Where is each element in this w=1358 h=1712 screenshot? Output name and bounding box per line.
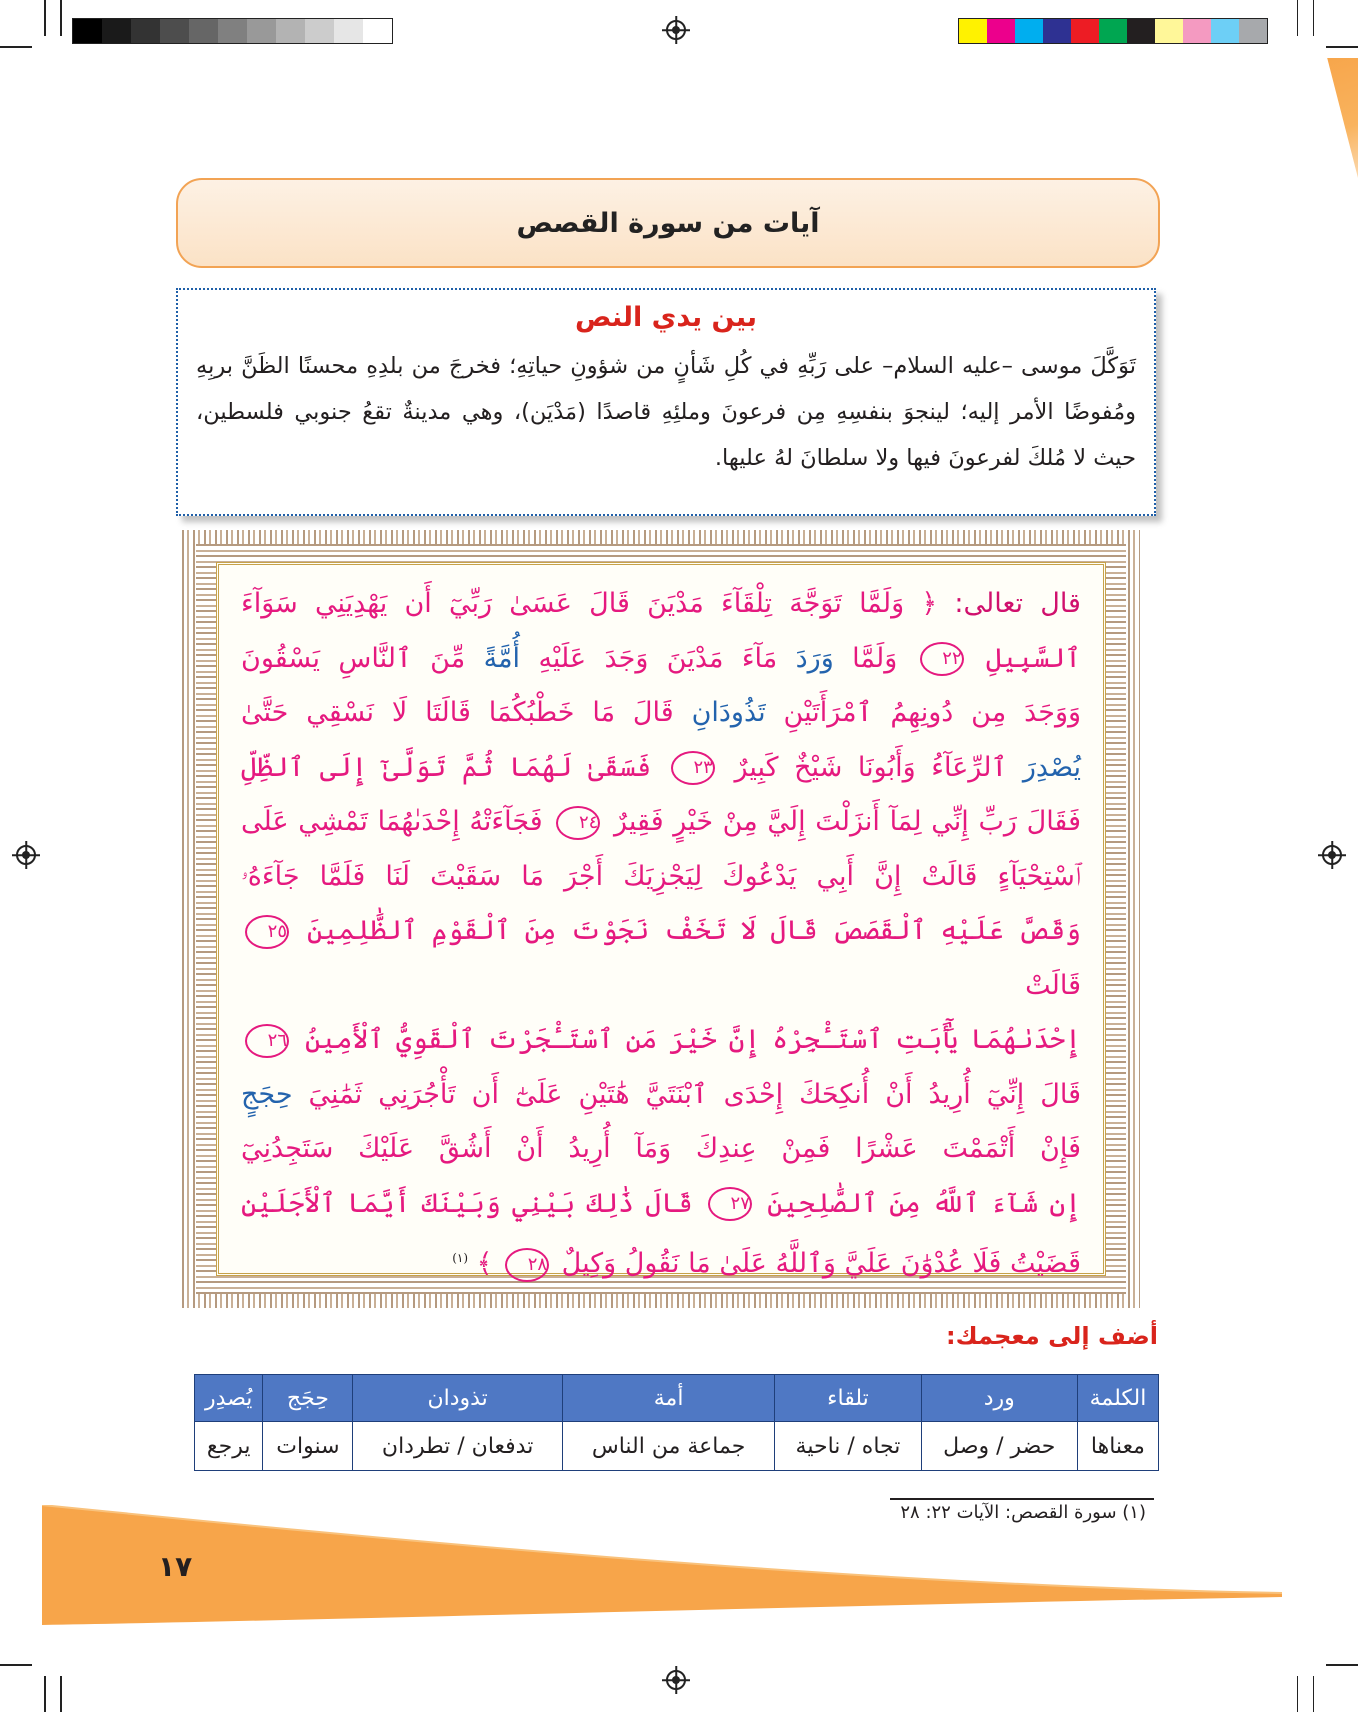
verse-line: مِّنَ ٱلنَّاسِ يَسْقُونَ xyxy=(241,642,466,674)
title-box xyxy=(176,178,1160,268)
vocab-word: حِجَج xyxy=(263,1375,353,1422)
vocab-word: تذودان xyxy=(353,1375,563,1422)
vocab-meaning: سنوات xyxy=(263,1422,353,1471)
table-row xyxy=(195,1422,1159,1471)
crop-mark xyxy=(1297,1676,1299,1712)
crop-mark xyxy=(1313,0,1315,36)
verse-word-highlighted: وَرَدَ xyxy=(795,642,834,674)
quran-verses-panel xyxy=(216,562,1106,1279)
ayah-number: ٢٦ xyxy=(245,1024,289,1058)
verse-line: فَإِنْ أَتْمَمْتَ عَشْرًا فَمِنْ عِندِكَ وَمَآ أُرِيدُ أَنْ أَشُقَّ عَلَيْكَ سَتَجِدُنِيٓ xyxy=(241,1133,1081,1164)
verse-line: ٱلسَّبِيلِ xyxy=(986,642,1081,674)
table-row-label: معناها xyxy=(1077,1422,1158,1471)
crop-mark xyxy=(1326,46,1358,48)
page-number: ١٧ xyxy=(158,1550,193,1583)
ayah-number: ٢٤ xyxy=(556,806,600,840)
vocab-heading: أضف إلى معجمك: xyxy=(946,1322,1158,1350)
crop-mark xyxy=(60,0,62,36)
vocab-meaning: حضر / وصل xyxy=(921,1422,1077,1471)
ayah-number: ٢٧ xyxy=(708,1187,752,1221)
vocab-word: تلقاء xyxy=(775,1375,921,1422)
vocab-word: أمة xyxy=(562,1375,774,1422)
footnote-reference: (١) xyxy=(452,1251,469,1265)
vocab-meaning: يرجع xyxy=(195,1422,263,1471)
vocab-word: يُصدِر xyxy=(195,1375,263,1422)
vocab-table xyxy=(194,1374,1159,1471)
corner-tab-decoration xyxy=(1314,58,1358,178)
verse-line: قَضَيْتُ فَلَا عُدْوَٰنَ عَلَيَّ وَٱللَّهُ عَلَىٰ مَا نَقُولُ وَكِيلٌ xyxy=(561,1248,1081,1279)
open-bracket: ﴿ xyxy=(921,588,938,619)
grayscale-calibration-bar xyxy=(72,18,393,44)
ayah-number: ٢٣ xyxy=(671,751,715,785)
vocab-word: ورد xyxy=(921,1375,1077,1422)
crop-mark xyxy=(1313,1676,1315,1712)
verse-line: وَقَصَّ عَلَيْهِ ٱلْقَصَصَ قَالَ لَا تَخَفْ نَجَوْتَ مِنَ ٱلْقَوْمِ ٱلظَّٰلِمِينَ xyxy=(306,915,1081,946)
crop-mark xyxy=(60,1676,62,1712)
verse-line: إِحْدَىٰهُمَا يَٰٓأَبَتِ ٱسْتَـْٔجِرْهُ إِنَّ خَيْرَ مَنِ ٱسْتَـْٔجَرْتَ ٱلْقَوِيُّ ٱلْأَمِينُ xyxy=(304,1024,1081,1055)
close-bracket: ﴾ xyxy=(476,1248,493,1279)
bottom-swoosh-decoration xyxy=(42,1505,1282,1625)
page-title: آيات من سورة القصص xyxy=(516,207,820,239)
intro-heading: بين يدي النص xyxy=(575,302,757,333)
ayah-number: ٢٨ xyxy=(505,1248,549,1282)
vocab-meaning: تدفعان / تطردان xyxy=(353,1422,563,1471)
verse-line: وَوَجَدَ مِن دُونِهِمُ ٱمْرَأَتَيْنِ xyxy=(783,697,1082,728)
crop-mark xyxy=(0,46,32,48)
verse-line: مَآءَ مَدْيَنَ وَجَدَ عَلَيْهِ xyxy=(538,642,778,674)
verse-line: إِن شَآءَ ٱللَّهُ مِنَ ٱلصَّٰلِحِينَ xyxy=(767,1187,1081,1219)
verse-line: قَالَ إِنِّيٓ أُرِيدُ أَنْ أُنكِحَكَ إِحْدَى ٱبْنَتَيَّ هَٰتَيْنِ عَلَىٰٓ أَن تَأْجُرَنِي ثَمَٰنِيَ xyxy=(308,1078,1081,1110)
registration-mark-top xyxy=(666,20,686,40)
verse-line: فَجَآءَتْهُ إِحْدَىٰهُمَا تَمْشِي عَلَى xyxy=(241,806,543,837)
verse-word-highlighted: تَذُودَانِ xyxy=(691,697,766,728)
crop-mark xyxy=(44,1676,46,1712)
verse-word-highlighted: أُمَّةً xyxy=(483,642,521,674)
verse-line: فَسَقَىٰ لَهُمَا ثُمَّ تَوَلَّىٰٓ إِلَى ٱلظِّلِّ xyxy=(241,751,652,783)
verse-word-highlighted: حِجَجٍ xyxy=(241,1078,293,1110)
registration-mark-bottom xyxy=(666,1670,686,1690)
table-row xyxy=(195,1375,1159,1422)
color-calibration-bar xyxy=(958,18,1268,44)
footnote-divider xyxy=(890,1498,1154,1500)
intro-paragraph: تَوَكَّلَ موسى –عليه السلام– على رَبِّهِ في كُلِ شَأنٍ من شؤونِ حياتِهِ؛ فخرجَ من بلدِهِ محسنًا الظَنَّ بربِهِ ومُفوضًا الأمر إليه؛ لينجوَ بنفسِهِ مِن فرعونَ وملئِهِ قاصدًا (مَدْيَن)، وهي مدينةٌ تقعُ جنوبي فلسطين، حيث لا مُلكَ لفرعونَ فيها ولا سلطانَ لهُ عليها. xyxy=(196,353,1136,471)
verse-line: ٱسْتِحْيَآءٍ قَالَتْ إِنَّ أَبِي يَدْعُوكَ لِيَجْزِيَكَ أَجْرَ مَا سَقَيْتَ لَنَا فَلَمَّا جَآءَهُۥ xyxy=(241,860,1081,892)
intro-box xyxy=(176,288,1156,516)
vocab-meaning: جماعة من الناس xyxy=(562,1422,774,1471)
crop-mark xyxy=(0,1664,32,1666)
table-header-cell: الكلمة xyxy=(1077,1375,1158,1422)
verse-line: ٱلرِّعَآءُ وَأَبُونَا شَيْخٌ كَبِيرٌ xyxy=(734,751,1008,783)
quran-intro-label: قال تعالى: xyxy=(954,588,1081,619)
footnote: (١) سورة القصص: الآيات ٢٢: ٢٨ xyxy=(900,1502,1146,1523)
verse-word-highlighted: يُصْدِرَ xyxy=(1022,751,1081,783)
crop-mark xyxy=(1297,0,1299,36)
verse-line: وَلَمَّا تَوَجَّهَ تِلْقَآءَ مَدْيَنَ قَالَ عَسَىٰ رَبِّيٓ أَن يَهْدِيَنِي سَوَآءَ xyxy=(241,588,905,619)
verse-line: فَقَالَ رَبِّ إِنِّي لِمَآ أَنزَلْتَ إِلَيَّ مِنْ خَيْرٍ فَقِيرٌ xyxy=(614,806,1081,837)
vocab-meaning: تجاه / ناحية xyxy=(775,1422,921,1471)
verse-line: قَالَ ذَٰلِكَ بَيْنِي وَبَيْنَكَ أَيَّمَا ٱلْأَجَلَيْنِ xyxy=(241,1187,693,1219)
crop-mark xyxy=(44,0,46,36)
verse-line: قَالَ مَا خَطْبُكُمَا قَالَتَا لَا نَسْقِي حَتَّىٰ xyxy=(241,697,674,728)
crop-mark xyxy=(1326,1664,1358,1666)
registration-mark-right xyxy=(1322,845,1342,865)
verse-line: وَلَمَّا xyxy=(852,642,898,674)
ayah-number: ٢٢ xyxy=(920,642,964,676)
ayah-number: ٢٥ xyxy=(245,915,289,949)
registration-mark-left xyxy=(16,845,36,865)
verse-line: قَالَتْ xyxy=(1025,969,1081,1001)
